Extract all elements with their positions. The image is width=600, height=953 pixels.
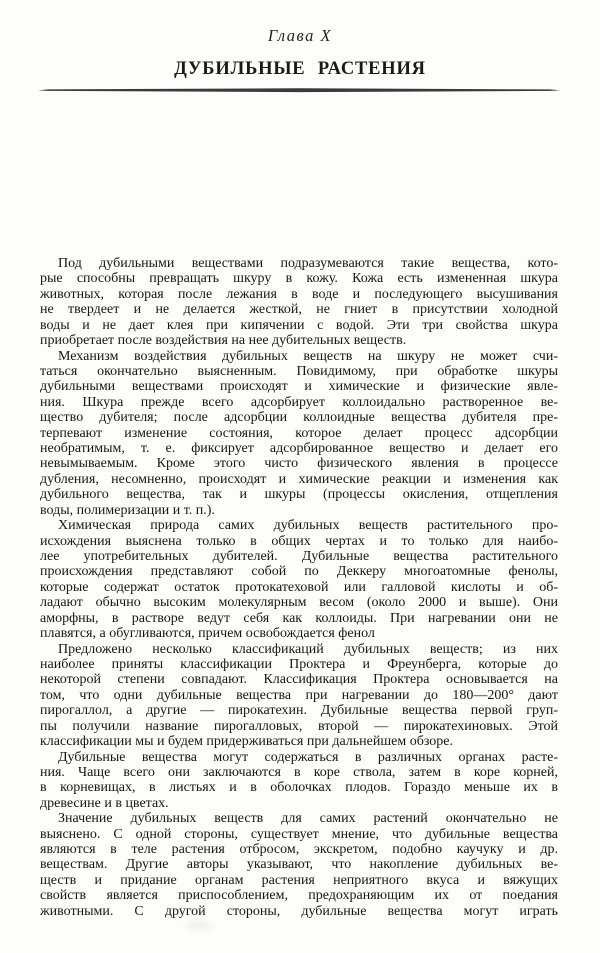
text-line: некоторой степени совпадают. Классификация Проктера основывается на bbox=[40, 672, 558, 688]
text-line: дубильного вещества, так и шкуры (процессы окисления, отщепления bbox=[40, 487, 558, 503]
text-line: приобретает после воздействия на нее дубительных веществ. bbox=[40, 333, 407, 349]
text-line: наиболее приняты классификации Проктера и Фреунберга, которые до bbox=[40, 656, 558, 672]
text-line: выяснено. С одной стороны, существует мнение, что дубильные вещества bbox=[40, 826, 558, 842]
paragraph bbox=[40, 256, 558, 349]
text-line: животными. С другой стороны, дубильные вещества могут играть bbox=[40, 903, 558, 919]
paragraph bbox=[40, 349, 558, 519]
text-line: в корневищах, в листьях и в оболочках плодов. Гораздо меньше их в bbox=[40, 780, 558, 796]
text-line: том, что одни дубильные вещества при нагревании до 180—200° дают bbox=[40, 687, 558, 703]
text-line: необратимым, т. е. фиксирует адсорбированное вещество и делает его bbox=[40, 441, 558, 457]
text-line: веществам. Другие авторы указывают, что накопление дубильных ве- bbox=[40, 857, 558, 873]
text-line: свойств является приспособлением, предохраняющим их от поедания bbox=[40, 888, 558, 904]
text-line: Значение дубильных веществ для самих растений окончательно не bbox=[58, 811, 558, 827]
text-line: животных, которая после лежания в воде и последующего высушивания bbox=[40, 286, 558, 302]
text-line: Дубильные вещества могут содержаться в различных органах расте- bbox=[58, 749, 558, 765]
text-line: дубильными веществами происходят и химические и физические явле- bbox=[40, 379, 558, 395]
text-line: не твердеет и не делается жесткой, не гниет в присутствии холодной bbox=[40, 302, 558, 318]
paragraph bbox=[40, 750, 558, 812]
text-line: ния. Чаще всего они заключаются в коре ствола, затем в коре корней, bbox=[40, 764, 558, 780]
text-line: воды, полимеризации и т. п.). bbox=[40, 502, 215, 518]
text-line: которые содержат остаток протокатеховой или галловой кислоты и об- bbox=[40, 579, 558, 595]
scan-smudge bbox=[185, 921, 213, 930]
text-line: ществ и придание органам растения неприятного вкуса и вяжущих bbox=[40, 872, 558, 888]
text-line: таться окончательно выясненным. Повидимому, при обработке шкуры bbox=[40, 363, 558, 379]
text-line: рые способны превращать шкуру в кожу. Кожа есть измененная шкура bbox=[40, 271, 558, 287]
text-line: древесине и в цветах. bbox=[40, 795, 169, 811]
text-line: являются в теле растения отбросом, экскретом, подобно каучуку и др. bbox=[40, 842, 558, 858]
text-line: происхождения представляют собой по Деккеру многоатомные фенолы, bbox=[40, 564, 558, 580]
text-line: Механизм воздействия дубильных веществ на шкуру не может счи- bbox=[58, 348, 558, 364]
text-line: щество дубителя; после адсорбции коллоидные вещества дубителя пре- bbox=[40, 410, 558, 426]
text-line: ния. Шкура прежде всего адсорбирует коллоидально растворенное ве- bbox=[40, 394, 558, 410]
text-line: классификации мы и будем придерживаться при дальнейшем обзоре. bbox=[40, 734, 453, 750]
header-rule bbox=[38, 88, 560, 93]
text-line: пы получили название пирогалловых, второй — пирокатехиновых. Этой bbox=[40, 718, 558, 734]
text-line: Химическая природа самих дубильных веществ растительного про- bbox=[58, 518, 558, 534]
text-line: ладают обычно высоким молекулярным весом (около 2000 и выше). Они bbox=[40, 595, 558, 611]
text-line: воды и не дает клея при кипячении с водой. Эти три свойства шкура bbox=[40, 317, 558, 333]
paragraph bbox=[40, 642, 558, 750]
text-line: дубления, несомненно, происходят и химические реакции и изменения как bbox=[40, 471, 558, 487]
text-line: аморфны, в растворе ведут себя как коллоиды. При нагревании они не bbox=[40, 610, 558, 626]
text-line: Под дубильными веществами подразумеваются такие вещества, кото- bbox=[58, 256, 558, 271]
text-line: невымываемым. Кроме этого чисто физического явления в процессе bbox=[40, 456, 558, 472]
text-line: лее употребительных дубителей. Дубильные вещества растительного bbox=[40, 549, 558, 565]
text-block bbox=[40, 256, 558, 919]
paragraph bbox=[40, 811, 558, 919]
text-line: терпевают изменение состояния, которое делает процесс адсорбции bbox=[40, 425, 558, 441]
paragraph bbox=[40, 518, 558, 641]
text-line: исхождения выяснена только в общих чертах и то только для наибо- bbox=[40, 533, 558, 549]
chapter-label: Глава X bbox=[267, 26, 333, 45]
text-line: Предложено несколько классификаций дубильных веществ; из них bbox=[58, 641, 558, 657]
text-line: пирогаллол, а другие — пирокатехин. Дубильные вещества первой груп- bbox=[40, 703, 558, 719]
text-line: плавятся, а обугливаются, причем освобождается фенол bbox=[40, 626, 375, 642]
page-title: ДУБИЛЬНЫЕ РАСТЕНИЯ bbox=[174, 59, 426, 79]
